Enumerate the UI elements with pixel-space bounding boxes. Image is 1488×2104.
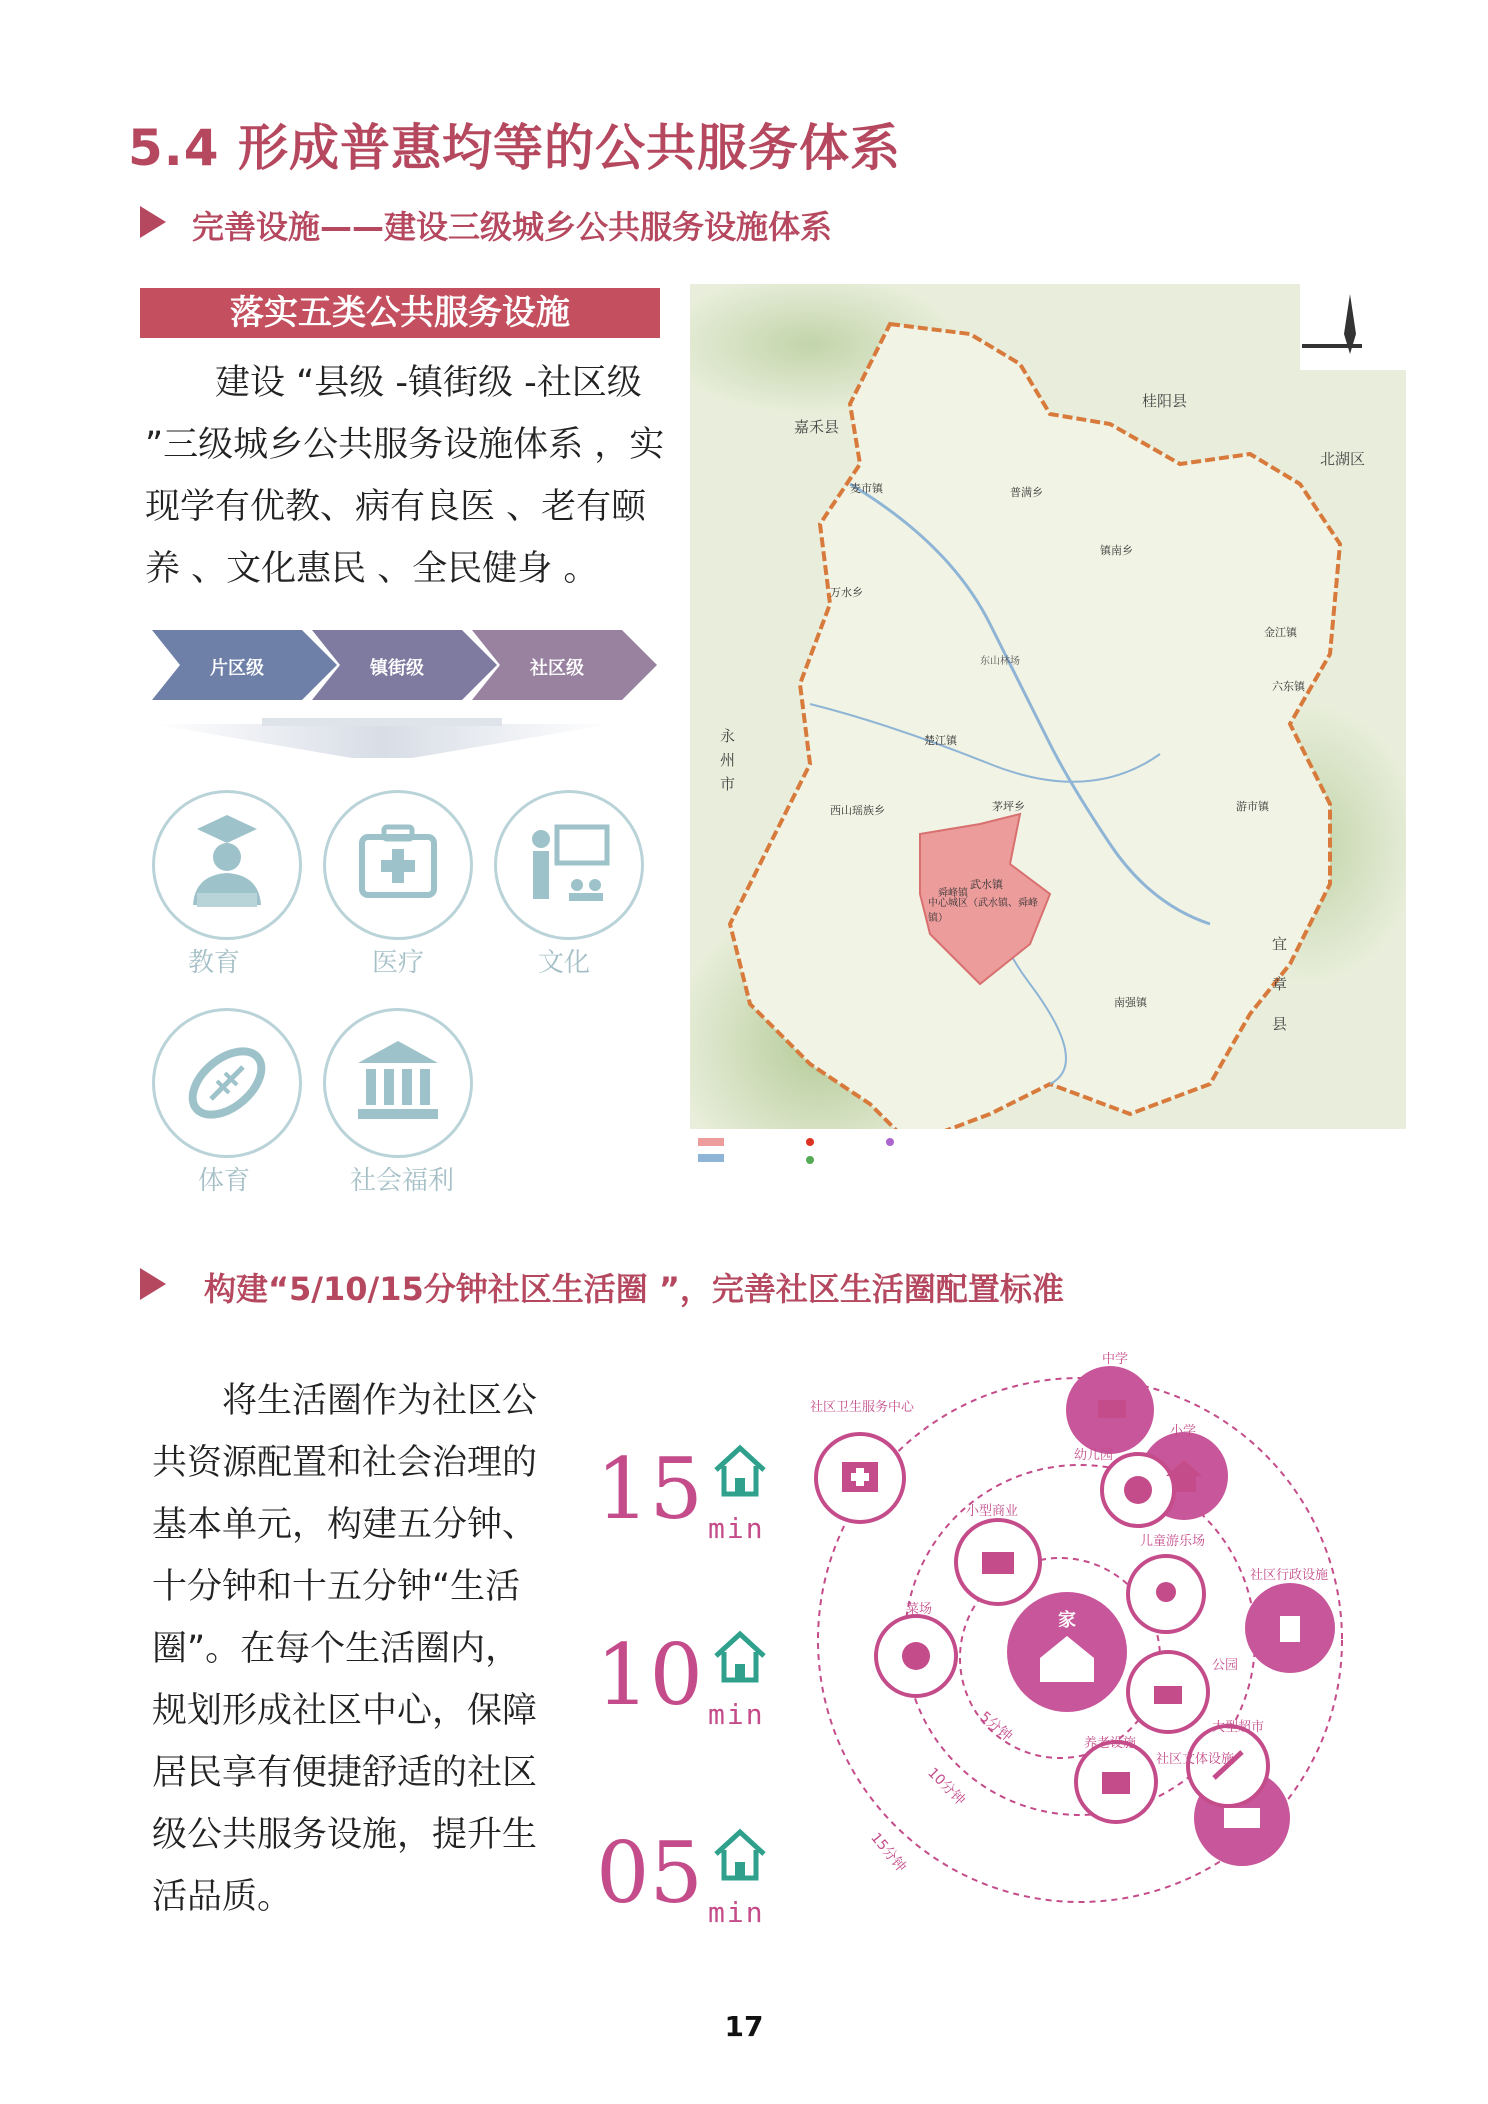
living-circle-diagram — [810, 1330, 1370, 1910]
facility-label: 中学 — [1102, 1352, 1129, 1367]
level-label: 镇街级 — [370, 658, 424, 679]
town-label: 游市镇 — [1236, 800, 1269, 813]
home-icon — [710, 1440, 770, 1500]
neighbor-label: 北湖区 — [1320, 450, 1366, 468]
circle-05-number: 05 — [596, 1824, 703, 1922]
facility-label: 幼儿园 — [1074, 1448, 1114, 1463]
facility-label: 小学 — [1170, 1424, 1197, 1439]
medical-label: 医疗 — [371, 948, 424, 978]
ring-label: 15分钟 — [867, 1829, 910, 1876]
neighbor-label: 宜章县 — [1272, 935, 1288, 1033]
level-label: 片区级 — [210, 658, 264, 679]
town-label: 镇南乡 — [1100, 544, 1133, 557]
culture-icon — [494, 790, 644, 940]
facility-label: 儿童游乐场 — [1140, 1534, 1206, 1549]
bullet-triangle-icon — [140, 206, 166, 238]
town-label: 茅坪乡 — [992, 800, 1025, 813]
intro-text: 建设 “县级 -镇街级 -社区级 ”三级城乡公共服务设施体系 ，实现学有优教、病有良医 、老有颐养 、文化惠民 、全民健身 。 — [145, 363, 665, 589]
sports-label: 体育 — [197, 1166, 250, 1196]
facility-label: 养老设施 — [1084, 1736, 1137, 1751]
facility-label: 社区行政设施 — [1250, 1568, 1329, 1583]
town-label: 武水镇 — [970, 878, 1003, 891]
home-icon — [710, 1626, 770, 1686]
level-chevron-town — [312, 630, 497, 700]
facility-label: 社区文体设施 — [1156, 1752, 1235, 1767]
page-number: 17 — [724, 2010, 764, 2043]
home-label: 家 — [1058, 1610, 1076, 1631]
education-label: 教育 — [187, 948, 240, 978]
circle-10-number: 10 — [596, 1626, 703, 1724]
town-label: 舜峰镇 — [938, 888, 968, 899]
living-circle-paragraph — [152, 1370, 552, 1928]
circle-15-number: 15 — [596, 1440, 703, 1538]
welfare-icon — [323, 1008, 473, 1158]
home-icon — [710, 1824, 770, 1884]
town-label: 麦市镇 — [850, 482, 883, 495]
section-title: 5.4 形成普惠均等的公共服务体系 — [128, 119, 901, 177]
ring-label: 5分钟 — [976, 1708, 1016, 1745]
facility-label: 大型超市 — [1212, 1720, 1265, 1735]
ring-label: 10分钟 — [924, 1764, 969, 1809]
level-label: 社区级 — [530, 658, 584, 679]
facility-banner: 落实五类公共服务设施 — [140, 288, 660, 338]
town-label: 六东镇 — [1272, 680, 1305, 693]
town-label: 万水乡 — [830, 586, 863, 599]
town-label: 东山林场 — [980, 656, 1020, 667]
town-label: 楚江镇 — [924, 734, 957, 747]
town-label: 西山瑶族乡 — [830, 804, 885, 817]
neighbor-label: 永州市 — [720, 727, 736, 793]
circle-10-unit: min — [708, 1698, 765, 1731]
culture-label: 文化 — [537, 948, 590, 978]
town-label: 普满乡 — [1010, 486, 1043, 499]
gradient-bar-divider — [152, 718, 612, 760]
town-label: 南强镇 — [1114, 996, 1147, 1009]
subtitle-living-circle: 构建“5/10/15分钟社区生活圈 ”，完善社区生活圈配置标准 — [204, 1270, 1064, 1308]
facility-label: 社区卫生服务中心 — [810, 1400, 915, 1415]
neighbor-label: 嘉禾县 — [794, 418, 840, 436]
bullet-triangle-icon — [140, 1268, 166, 1300]
medical-icon — [323, 790, 473, 940]
intro-paragraph — [145, 352, 665, 600]
town-label: 中心城区（武水镇、舜峰镇） — [928, 898, 1038, 924]
sports-icon — [152, 1008, 302, 1158]
facility-label: 公园 — [1212, 1658, 1239, 1673]
neighbor-label: 桂阳县 — [1142, 392, 1188, 410]
circle-15-unit: min — [708, 1512, 765, 1545]
facility-label: 菜场 — [906, 1602, 933, 1617]
living-circle-text: 将生活圈作为社区公共资源配置和社会治理的基本单元，构建五分钟、十分钟和十五分钟“生活圈”。在每个生活圈内，规划形成社区中心，保障居民享有便捷舒适的社区级公共服务设施，提升生活品质。 — [152, 1381, 538, 1917]
facility-map — [690, 284, 1406, 1199]
circle-05-unit: min — [708, 1896, 765, 1929]
education-icon — [152, 790, 302, 940]
subtitle-facilities: 完善设施——建设三级城乡公共服务设施体系 — [192, 208, 833, 246]
town-label: 金江镇 — [1264, 626, 1297, 639]
level-chevron-district — [152, 630, 337, 700]
welfare-label: 社会福利 — [349, 1166, 454, 1196]
facility-label: 小型商业 — [966, 1504, 1019, 1519]
level-chevron-community — [472, 630, 657, 700]
